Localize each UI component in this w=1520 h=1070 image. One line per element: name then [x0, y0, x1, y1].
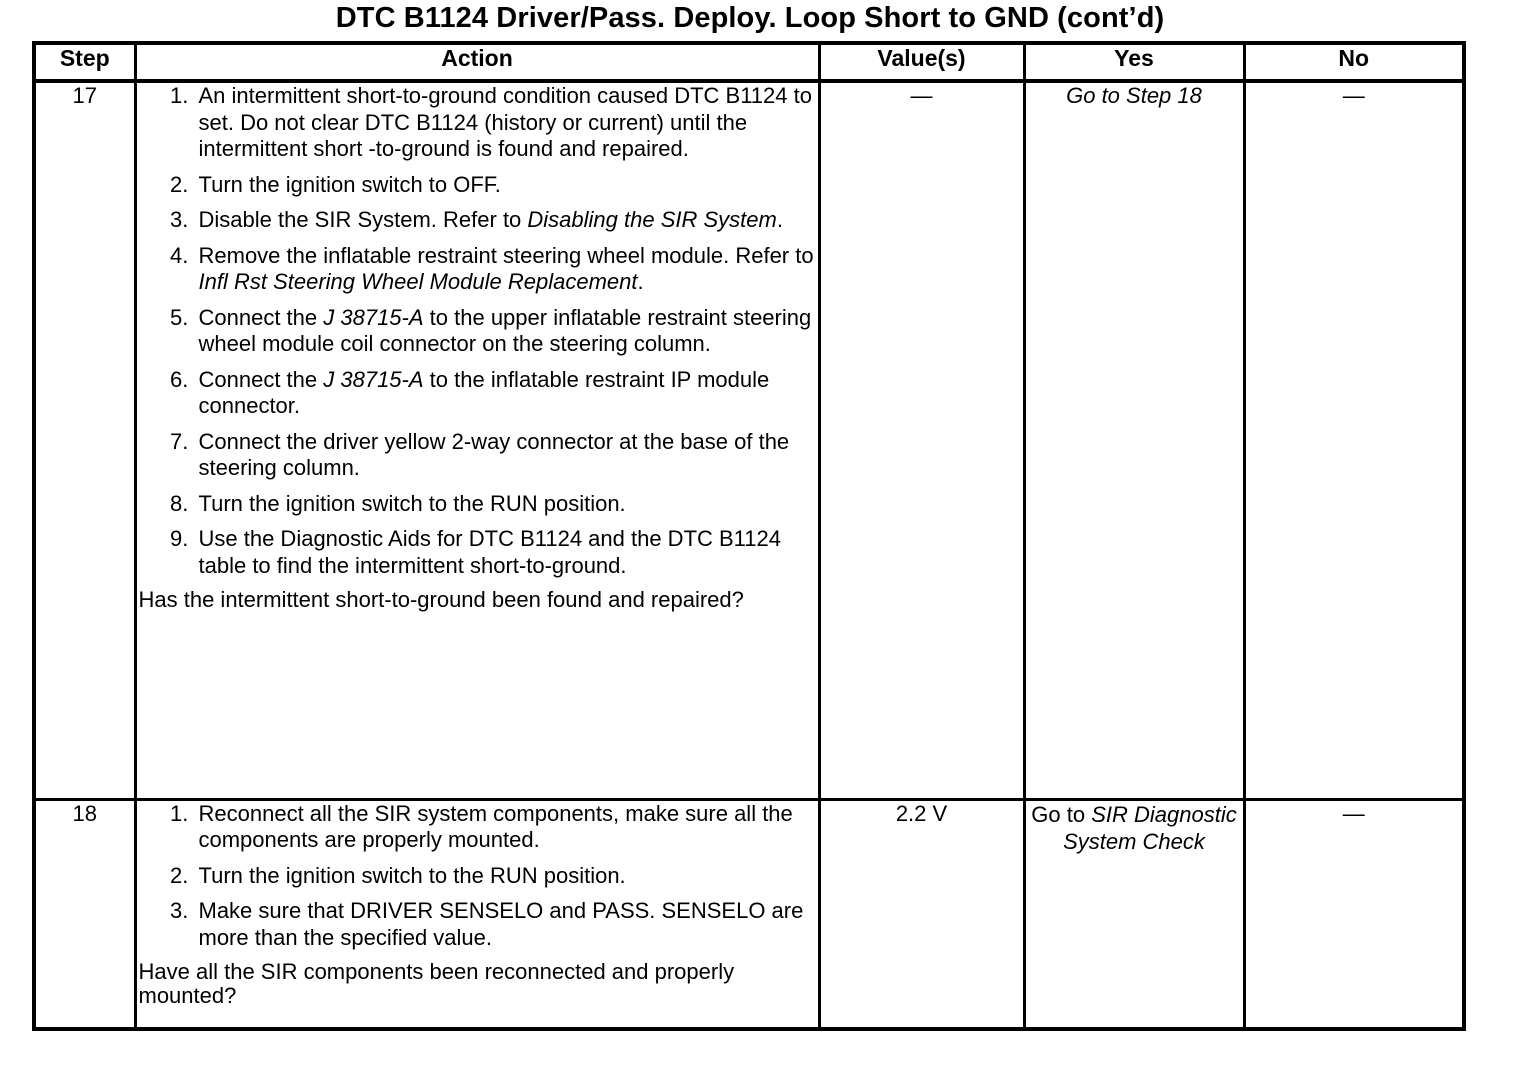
tool-reference: J 38715-A: [323, 304, 424, 330]
procedure-reference: Disabling the SIR System: [527, 207, 777, 232]
header-row: [34, 43, 1464, 81]
action-question: Has the intermittent short-to-ground been found and repaired?: [138, 587, 744, 612]
action-step: 6. Connect the J 38715-A to the inflatable restraint IP module connector.: [195, 367, 818, 420]
header-yes: Yes: [1024, 43, 1244, 81]
action-step: 2. Turn the ignition switch to the RUN position.: [195, 863, 818, 890]
action-cell: [135, 81, 819, 799]
header-action: Action: [135, 43, 819, 81]
value-cell: —: [819, 81, 1024, 799]
no-cell: —: [1244, 81, 1464, 799]
action-step: 3. Make sure that DRIVER SENSELO and PASS. SENSELO are more than the specified value.: [195, 898, 818, 951]
action-question: Have all the SIR components been reconnected and properly mounted?: [138, 959, 735, 1008]
procedure-reference: Infl Rst Steering Wheel Module Replacement: [198, 269, 638, 294]
action-step: 4. Remove the inflatable restraint steering wheel module. Refer to Infl Rst Steering Wheel Module Replacement.: [195, 243, 818, 296]
action-step: 5. Connect the J 38715-A to the upper inflatable restraint steering wheel module coil connector on the steering column.: [195, 305, 818, 358]
header-no: No: [1244, 43, 1464, 81]
action-cell: [135, 799, 819, 1029]
no-cell: —: [1244, 799, 1464, 1029]
header-step: Step: [34, 43, 135, 81]
diagnostic-table: [32, 41, 1466, 1031]
table-row: [34, 799, 1464, 1029]
action-steps: [137, 801, 818, 952]
action-step: 7. Connect the driver yellow 2-way connector at the base of the steering column.: [195, 429, 818, 482]
yes-cell: Go to SIR Diagnostic System Check: [1024, 799, 1244, 1029]
action-step: 8. Turn the ignition switch to the RUN position.: [195, 491, 818, 518]
table-row: [34, 81, 1464, 799]
step-number: 17: [34, 81, 135, 799]
action-step: 1. An intermittent short-to-ground condition caused DTC B1124 to set. Do not clear DTC B1124 (history or current) until the intermittent short -to-ground is found and repaired.: [195, 83, 818, 163]
procedure-reference: SIR Diagnostic System Check: [1063, 801, 1237, 854]
action-step: 2. Turn the ignition switch to OFF.: [195, 172, 818, 199]
tool-reference: J 38715-A: [323, 366, 424, 392]
action-step: 3. Disable the SIR System. Refer to Disabling the SIR System.: [195, 207, 818, 234]
action-steps: [137, 83, 818, 579]
header-values: Value(s): [819, 43, 1024, 81]
action-step: 1. Reconnect all the SIR system components, make sure all the components are properly mounted.: [195, 801, 818, 854]
page-title: DTC B1124 Driver/Pass. Deploy. Loop Short to GND (cont’d): [335, 2, 1165, 34]
action-step: 9. Use the Diagnostic Aids for DTC B1124 and the DTC B1124 table to find the intermittent short-to-ground.: [195, 526, 818, 579]
value-cell: 2.2 V: [819, 799, 1024, 1029]
step-number: 18: [34, 799, 135, 1029]
yes-cell: Go to Step 18: [1024, 81, 1244, 799]
